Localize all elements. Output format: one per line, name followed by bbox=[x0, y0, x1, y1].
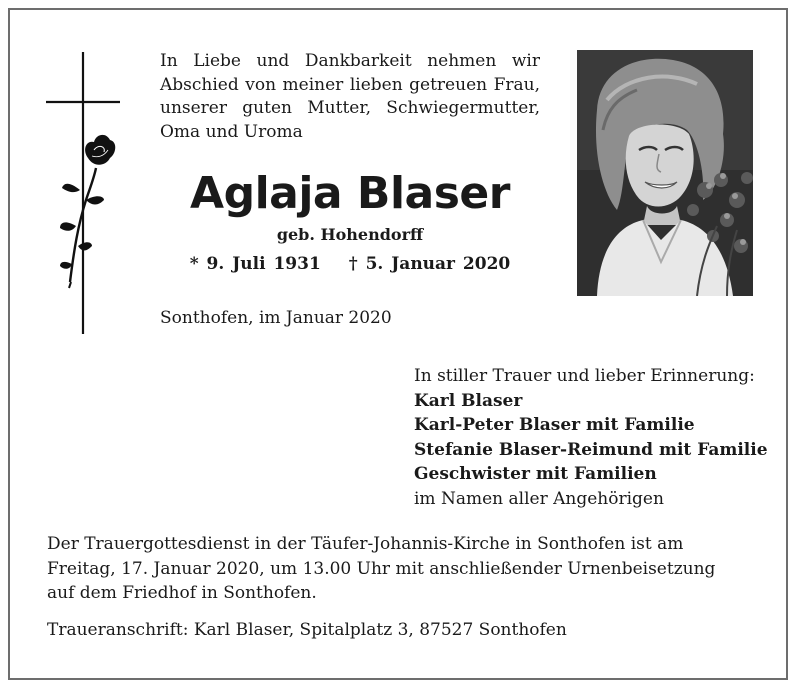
portrait-photo bbox=[577, 50, 753, 296]
mourners-block bbox=[414, 364, 768, 511]
service-line: Der Trauergottesdienst in der Täufer-Johannis-Kirche in Sonthofen ist am bbox=[47, 534, 684, 554]
life-dates bbox=[160, 254, 540, 274]
mourners-closing: im Namen aller Angehörigen bbox=[414, 488, 664, 509]
mourner-name: Karl-Peter Blaser mit Familie bbox=[414, 415, 695, 435]
place-date: Sonthofen, im Januar 2020 bbox=[160, 308, 392, 328]
death-date: † 5. Januar 2020 bbox=[348, 254, 511, 274]
birth-date: * 9. Juli 1931 bbox=[189, 254, 321, 274]
service-line: auf dem Friedhof in Sonthofen. bbox=[47, 583, 317, 603]
mourning-address: Traueranschrift: Karl Blaser, Spitalplatz 3, 87527 Sonthofen bbox=[47, 620, 567, 640]
intro-line: Oma und Uroma bbox=[160, 121, 303, 142]
mourners-intro: In stiller Trauer und lieber Erinnerung: bbox=[414, 366, 755, 386]
intro-line: In Liebe und Dankbarkeit nehmen wir bbox=[160, 51, 540, 71]
deceased-name: Aglaja Blaser bbox=[190, 168, 510, 219]
intro-text bbox=[160, 50, 540, 144]
intro-line: unserer guten Mutter, Schwiegermutter, bbox=[160, 98, 540, 118]
service-info bbox=[47, 532, 757, 606]
cross-with-rose-icon bbox=[40, 50, 130, 340]
mourner-name: Karl Blaser bbox=[414, 390, 523, 411]
born-name: geb. Hohendorff bbox=[276, 225, 424, 244]
service-line: Freitag, 17. Januar 2020, um 13.00 Uhr mit anschließender Urnenbeisetzung bbox=[47, 558, 716, 579]
mourner-name: Geschwister mit Familien bbox=[414, 464, 657, 484]
mourner-name: Stefanie Blaser-Reimund mit Familie bbox=[414, 439, 768, 460]
intro-line: Abschied von meiner lieben getreuen Frau, bbox=[160, 74, 540, 95]
